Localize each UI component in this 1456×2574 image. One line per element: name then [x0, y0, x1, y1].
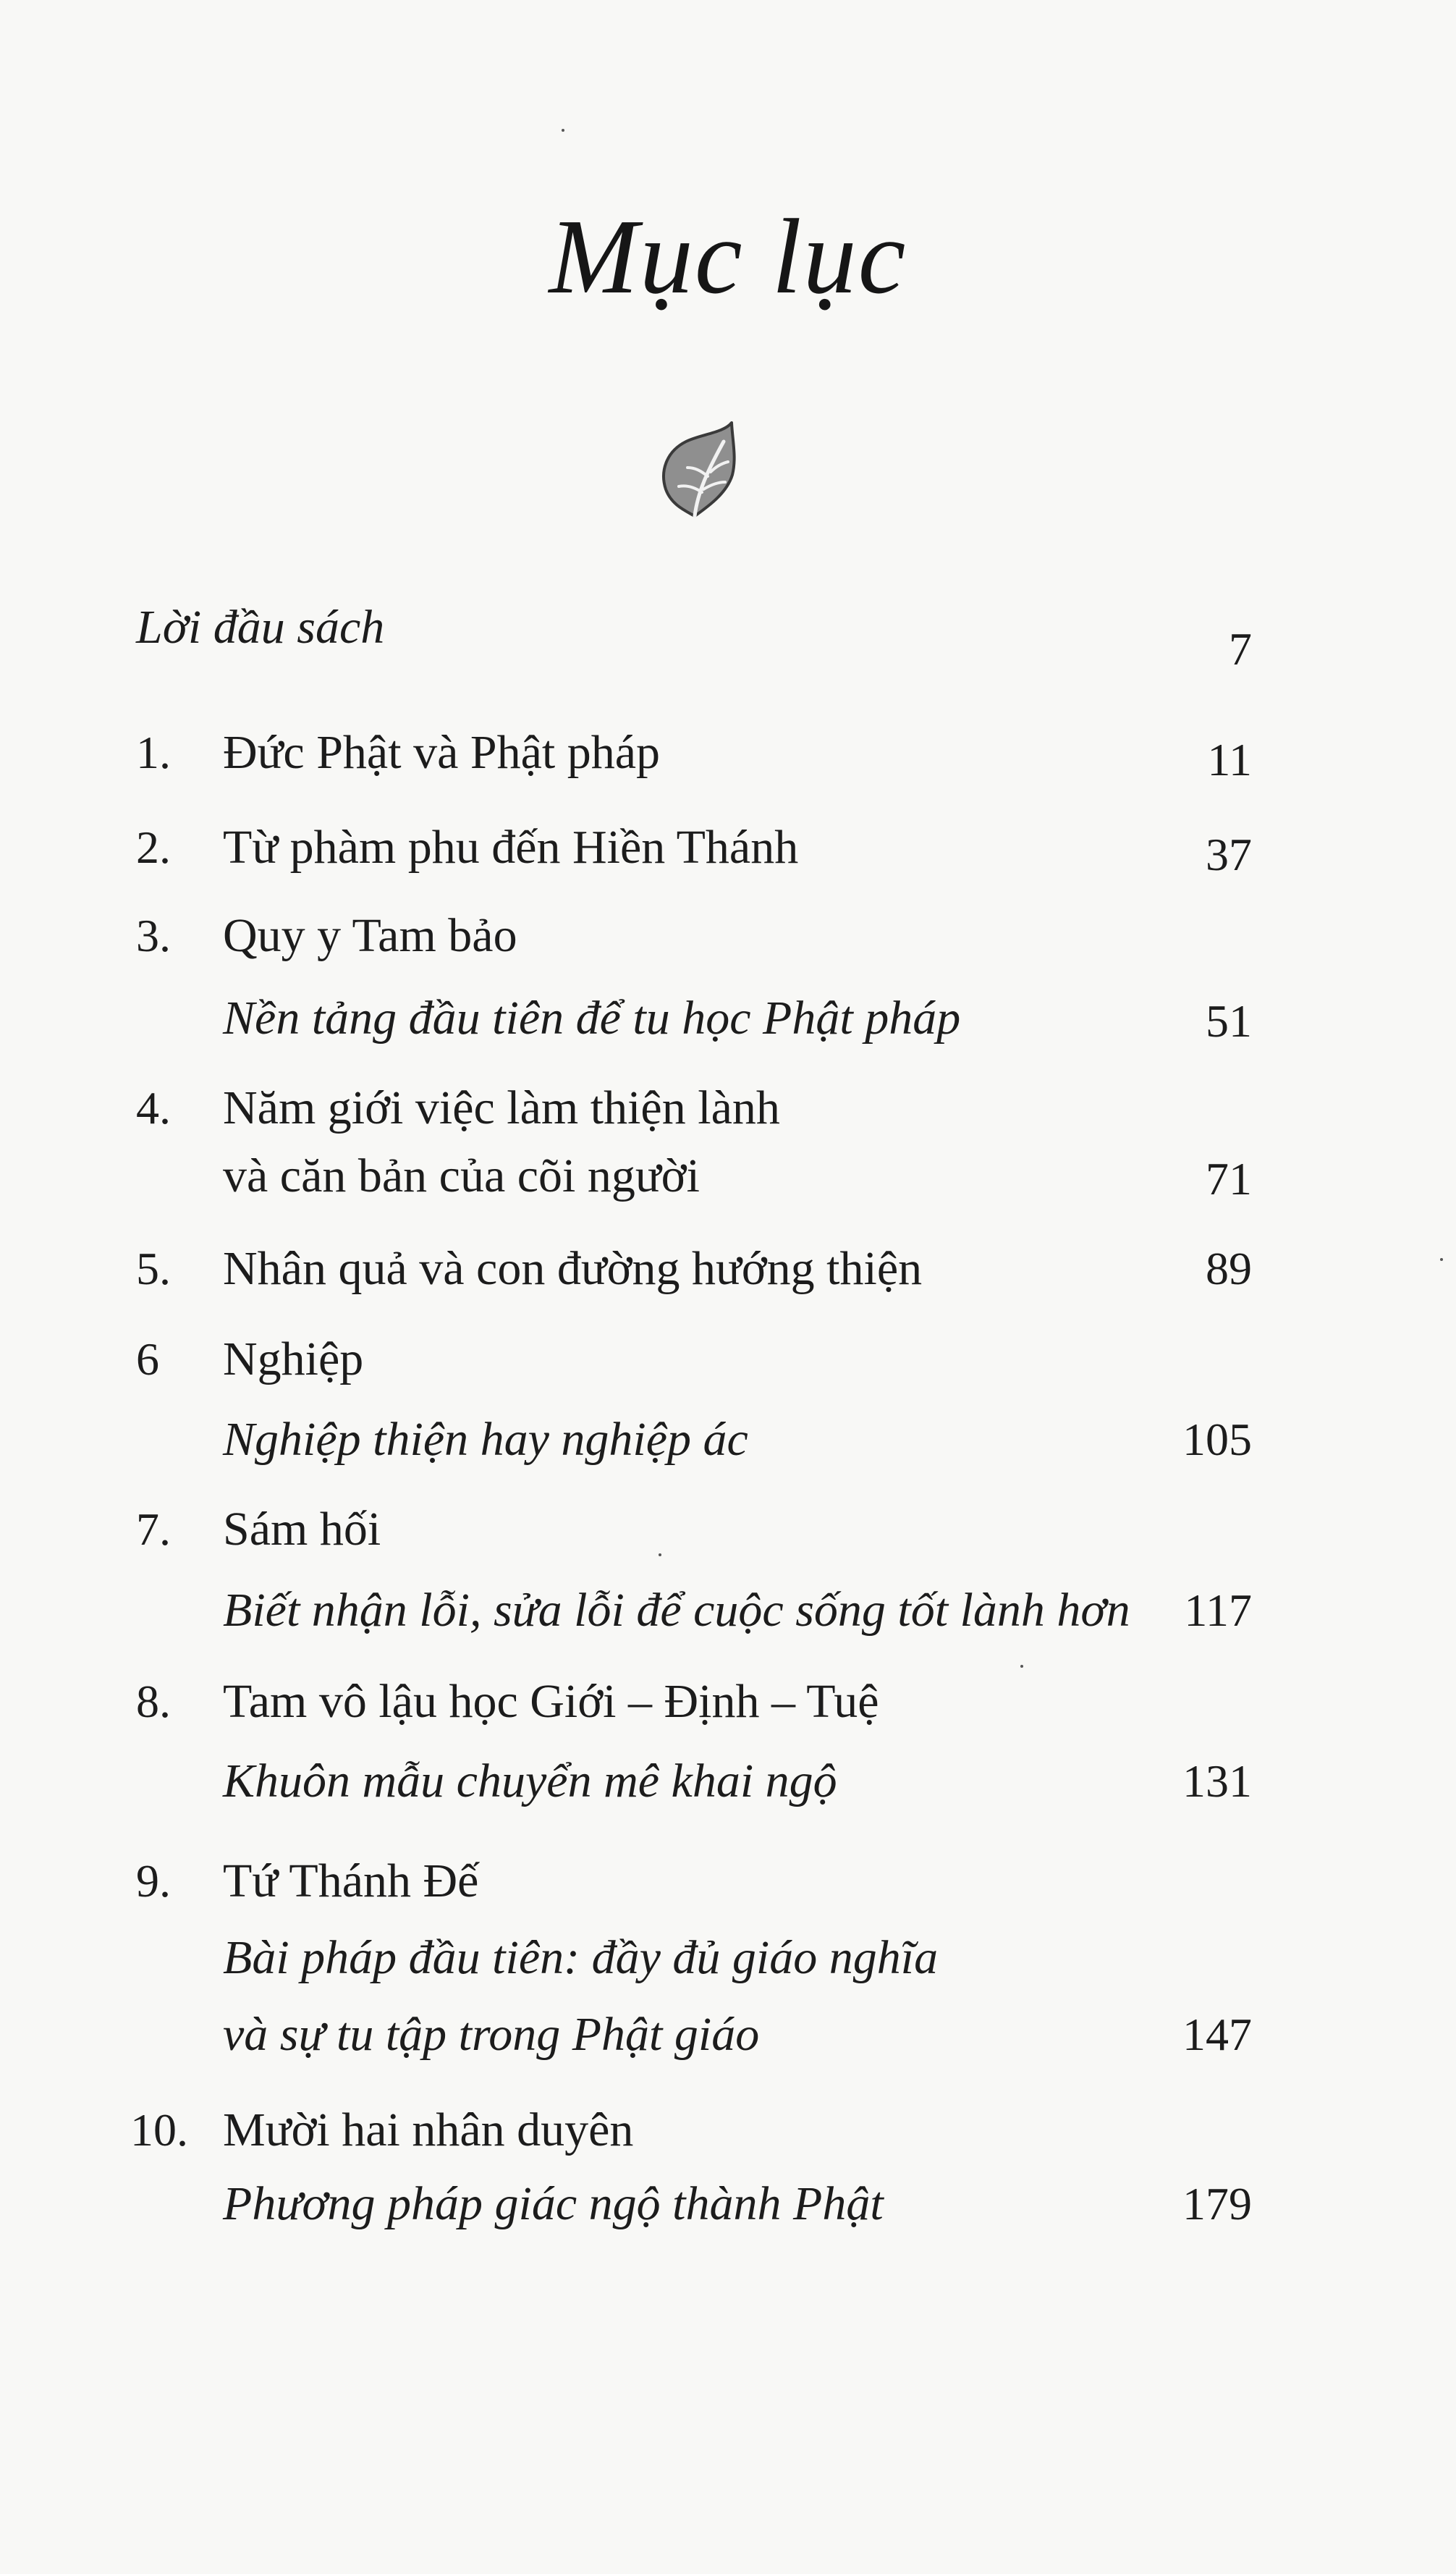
toc-entry-title: Sám hối [223, 1503, 381, 1556]
toc-entry-number: 10. [130, 2104, 188, 2156]
toc-entry-title: Lời đầu sách [136, 601, 385, 654]
toc-page-number: 117 [1184, 1585, 1252, 1636]
toc-entry-2 [0, 815, 1456, 880]
toc-entry-title: Đức Phật và Phật pháp [223, 726, 660, 779]
toc-entry-title: Tam vô lậu học Giới – Định – Tuệ [223, 1675, 879, 1728]
toc-entry-4 [0, 1076, 1456, 1141]
toc-entry-10-subtitle [0, 2172, 1456, 2237]
toc-entry-9 [0, 1849, 1456, 1914]
toc-page-number: 147 [1182, 2009, 1252, 2060]
toc-page-number: 179 [1182, 2178, 1252, 2229]
toc-entry-7 [0, 1497, 1456, 1562]
toc-entry-title: Năm giới việc làm thiện lành [223, 1081, 780, 1134]
toc-entry-title: Nhân quả và con đường hướng thiện [223, 1242, 923, 1295]
toc-entry-number: 7. [136, 1503, 171, 1555]
paper-speck [659, 1553, 661, 1556]
page-title: Mục lục [549, 198, 907, 316]
toc-entry-3 [0, 903, 1456, 969]
toc-entry-10 [0, 2098, 1456, 2163]
toc-entry-title: Nghiệp [223, 1333, 364, 1385]
paper-speck [1440, 1258, 1443, 1261]
toc-entry-title: Từ phàm phu đến Hiền Thánh [223, 821, 799, 874]
toc-entry-title: Quy y Tam bảo [223, 909, 517, 962]
toc-entry-number: 1. [136, 727, 171, 778]
toc-page-number: 7 [1229, 623, 1252, 675]
toc-entry-3-subtitle [0, 986, 1456, 1051]
toc-entry-intro [0, 595, 1456, 675]
toc-entry-number: 3. [136, 910, 171, 961]
toc-entry-subtitle: Nền tảng đầu tiên để tu học Phật pháp [223, 992, 961, 1045]
toc-entry-number: 8. [136, 1676, 171, 1727]
toc-page-number: 71 [1206, 1153, 1252, 1204]
paper-speck [1020, 1665, 1023, 1668]
toc-entry-7-subtitle [0, 1578, 1456, 1643]
toc-page-number: 51 [1206, 995, 1252, 1047]
toc-entry-number: 9. [136, 1855, 171, 1907]
toc-entry-1 [0, 720, 1456, 785]
toc-entry-8 [0, 1669, 1456, 1734]
toc-entry-8-subtitle [0, 1749, 1456, 1814]
toc-entry-subtitle: Khuôn mẫu chuyển mê khai ngộ [223, 1755, 837, 1807]
toc-entry-6 [0, 1327, 1456, 1392]
toc-entry-9-subtitle [0, 1925, 1456, 1991]
toc-entry-title: Mười hai nhân duyên [223, 2103, 634, 2156]
toc-entry-number: 4. [136, 1082, 171, 1134]
toc-entry-6-subtitle [0, 1407, 1456, 1472]
toc-entry-number: 6 [136, 1333, 159, 1385]
toc-entry-title: Tứ Thánh Đế [223, 1854, 479, 1907]
toc-entry-9-subtitle-continued [0, 2002, 1456, 2067]
toc-entry-subtitle: Nghiệp thiện hay nghiệp ác [223, 1413, 748, 1466]
toc-entry-subtitle: Phương pháp giác ngộ thành Phật [223, 2177, 884, 2230]
bodhi-leaf-icon [657, 420, 740, 518]
toc-page-number: 105 [1182, 1414, 1252, 1465]
toc-page-number: 89 [1206, 1243, 1252, 1294]
toc-entry-5 [0, 1236, 1456, 1301]
toc-entry-number: 2. [136, 822, 171, 873]
toc-page-number: 11 [1207, 734, 1252, 785]
toc-entry-subtitle-continued: và sự tu tập trong Phật giáo [223, 2008, 760, 2061]
toc-page-number: 131 [1182, 1755, 1252, 1807]
toc-entry-number: 5. [136, 1243, 171, 1294]
paper-speck [562, 129, 564, 132]
toc-entry-subtitle: Bài pháp đầu tiên: đầy đủ giáo nghĩa [223, 1931, 939, 1984]
toc-page-number: 37 [1206, 829, 1252, 880]
toc-entry-title-continued: và căn bản của cõi người [223, 1149, 700, 1202]
toc-entry-4-continued [0, 1144, 1456, 1209]
toc-entry-subtitle: Biết nhận lỗi, sửa lỗi để cuộc sống tốt lành hơn [223, 1584, 1130, 1637]
